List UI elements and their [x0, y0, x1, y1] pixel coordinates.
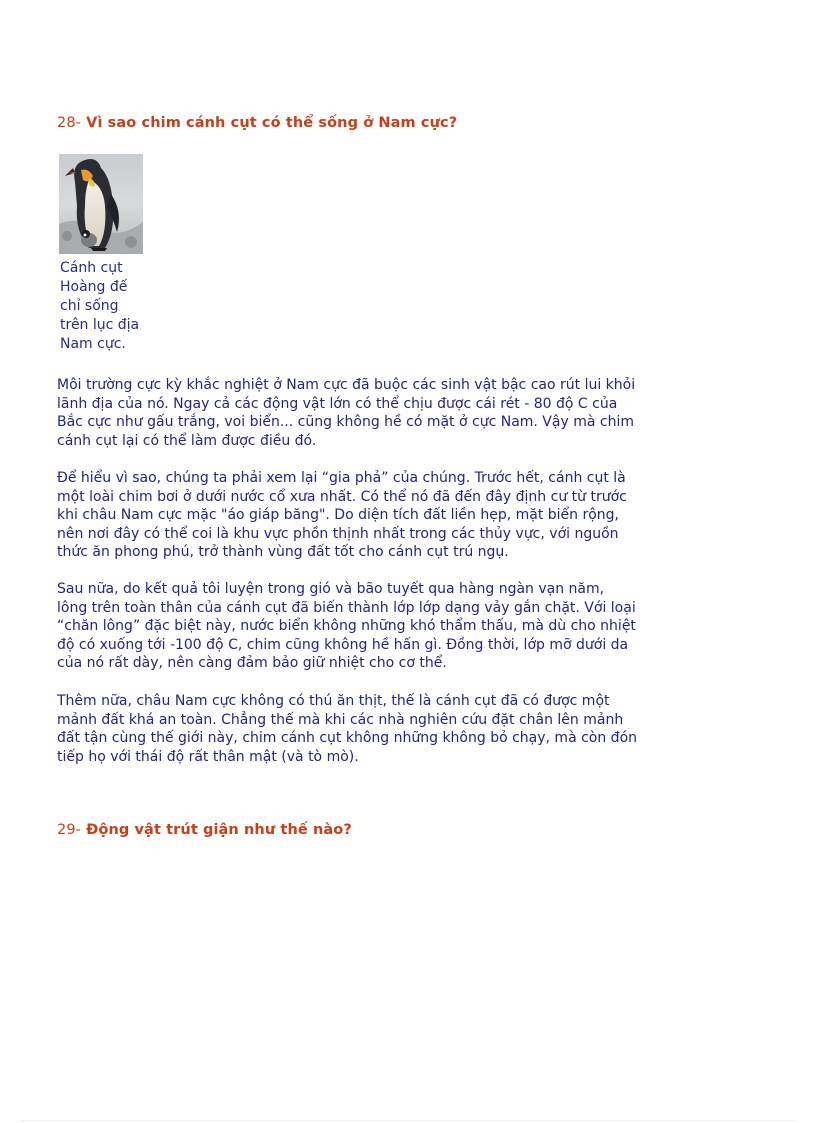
figure-caption	[60, 259, 160, 354]
text-line: “chăn lông” đặc biệt này, nước biển không những khó thẩm thấu, mà dù cho nhiệt	[57, 618, 636, 634]
text-line: lông trên toàn thân của cánh cụt đã biến thành lớp lớp dạng vảy gắn chặt. Với loại	[57, 599, 636, 616]
text-line: một loài chim bơi ở dưới nước cổ xưa nhất. Có thể nó đã đến đây định cư từ trước	[57, 488, 627, 505]
text-line: đất tận cùng thế giới này, chim cánh cụt không những không bỏ chạy, mà còn đón	[57, 730, 638, 746]
text-line: của nó rất dày, nên càng đảm bảo giữ nhiệt cho cơ thể.	[57, 655, 447, 671]
question-28-number: 28-	[57, 115, 81, 131]
emperor-penguin-photo	[59, 154, 143, 254]
caption-line: chỉ sống	[60, 298, 119, 314]
question-29-title: Động vật trút giận như thế nào?	[86, 822, 352, 838]
text-line: lãnh địa của nó. Ngay cả các động vật lớn có thể chịu được cái rét - 80 độ C của	[57, 395, 618, 412]
caption-line: trên lục địa	[60, 317, 140, 333]
page-bottom-divider	[20, 1120, 796, 1121]
caption-line: Cánh cụt	[60, 260, 123, 276]
paragraph-3	[57, 580, 757, 673]
question-28-heading	[57, 115, 457, 131]
text-line: Sau nữa, do kết quả tôi luyện trong gió và bão tuyết qua hàng ngàn vạn năm,	[57, 581, 605, 597]
text-line: Để hiểu vì sao, chúng ta phải xem lại “gia phả” của chúng. Trước hết, cánh cụt là	[57, 470, 626, 486]
paragraph-2	[57, 469, 757, 562]
paragraph-4	[57, 692, 757, 766]
text-line: thức ăn phong phú, trở thành vùng đất tốt cho cánh cụt trú ngụ.	[57, 544, 509, 560]
caption-line: Nam cực.	[60, 336, 126, 352]
text-line: mảnh đất khá an toàn. Chẳng thế mà khi các nhà nghiên cứu đặt chân lên mảnh	[57, 711, 624, 728]
paragraph-1	[57, 376, 757, 450]
text-line: cánh cụt lại có thể làm được điều đó.	[57, 432, 317, 449]
caption-line: Hoàng đế	[60, 279, 128, 295]
text-line: độ có xuống tới -100 độ C, chim cũng không hề hấn gì. Đồng thời, lớp mỡ dưới da	[57, 636, 629, 653]
question-28-title: Vì sao chim cánh cụt có thể sống ở Nam cực?	[86, 115, 458, 131]
text-line: Thêm nữa, châu Nam cực không có thú ăn thịt, thế là cánh cụt đã có được một	[57, 693, 610, 709]
text-line: khi châu Nam cực mặc "áo giáp băng". Do diện tích đất liền hẹp, mặt biển rộng,	[57, 507, 620, 523]
text-line: tiếp họ với thái độ rất thân mật (và tò mò).	[57, 748, 359, 765]
text-line: Bắc cực như gấu trắng, voi biển... cũng không hề có mặt ở cực Nam. Vậy mà chim	[57, 414, 634, 430]
question-29-number: 29-	[57, 822, 81, 838]
question-29-heading	[57, 822, 352, 838]
text-line: nên nơi đây có thể coi là khu vực phồn thịnh nhất trong các thủy vực, với nguồn	[57, 525, 619, 542]
text-line: Môi trường cực kỳ khắc nghiệt ở Nam cực đã buộc các sinh vật bậc cao rút lui khỏi	[57, 377, 636, 393]
